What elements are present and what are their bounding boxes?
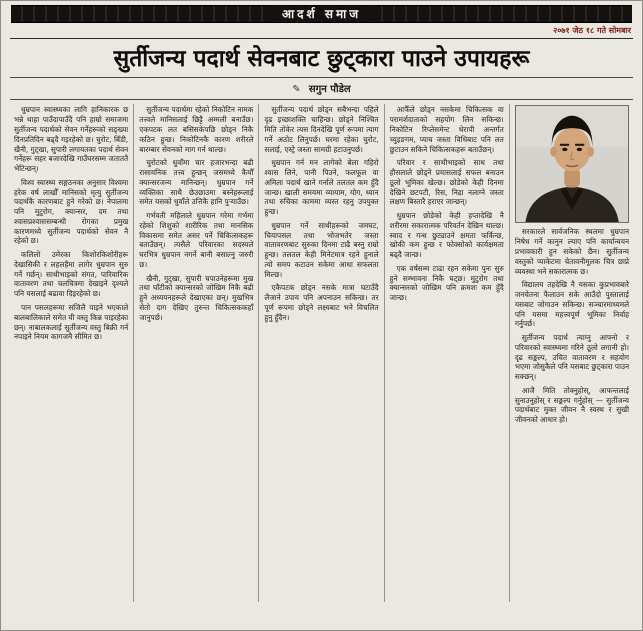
author-name: सगुन पौडेल [308,84,351,96]
paragraph: आजै मिति तोक्नुहोस्, आफन्तलाई सुनाउनुहोस् र सङ्कल्प गर्नुहोस् — सुर्तीजन्य पदार्थबाट मुक्त जीवन नै स्वस्थ र सुखी जीवनको आधार हो। [514,385,630,425]
paragraph: विश्व स्वास्थ्य सङ्गठनका अनुसार विश्वमा हरेक वर्ष लाखौँ मानिसको मृत्यु सुर्तीजन्य पदार्थकै कारणबाट हुने गरेको छ। नेपालमा पनि मुटुरोग, क्यान्सर, दम तथा श्वासप्रश्वाससम्बन्धी रोगका प्रमुख कारणमध्ये सुर्तीजन्य पदार्थको सेवन नै रहेको छ। [14,177,129,246]
paragraph: चुरोटको धुवाँमा चार हजारभन्दा बढी रासायनिक तत्त्व हुन्छन् जसमध्ये कैयौँ क्यान्सरजन्य मानिन्छन्। धुम्रपान गर्ने व्यक्तिका साथै छेउछाउमा बस्नेहरूलाई समेत यसको धुवाँले उत्तिकै हानि पुर्‍याउँछ। [139,158,254,207]
newspaper-title: आदर्श समाज [268,7,375,21]
article-columns [9,104,634,602]
paragraph: विद्यालय तहदेखि नै यसका कुप्रभावबारे जनचेतना फैलाउन सके आउँदो पुस्तालाई यसबाट जोगाउन सकिन्छ। सञ्चारमाध्यमले पनि यसमा महत्त्वपूर्ण भूमिका निर्वाह गर्नुपर्छ। [514,280,630,329]
paragraph: धुम्रपान छोडेको केही हप्तादेखि नै शरीरमा सकारात्मक परिवर्तन देखिन थाल्छ। स्वाद र गन्ध छुट्याउने क्षमता फर्किन्छ, खोकी कम हुन्छ र फोक्सोको कार्यक्षमता बढ्दै जान्छ। [389,211,504,260]
portrait-illustration [516,106,628,222]
publication-date: २०७१ जेठ १८ गते सोमबार [553,26,631,35]
text-column-4 [384,104,509,602]
text-column-3 [258,104,383,602]
paragraph: खैनी, गुट्खा, सुपारी चपाउनेहरूमा मुख तथा घाँटीको क्यान्सरको जोखिम निकै बढी हुने अध्ययनहरूले देखाएका छन्। मुखभित्र सेतो दाग देखिए तुरुन्त चिकित्सककहाँ जानुपर्छ। [139,273,254,322]
paragraph: गर्भवती महिलाले धुम्रपान गरेमा गर्भमा रहेको शिशुको शारीरिक तथा मानसिक विकासमा समेत असर पर्ने चिकित्सकहरू बताउँछन्। त्यसैले परिवारका सदस्यले घरभित्र धुम्रपान नगर्ने बानी बसाल्नु जरुरी छ। [139,211,254,269]
paragraph: एकैपटक छोड्न नसके मात्रा घटाउँदै लैजाने उपाय पनि अपनाउन सकिन्छ। तर पूर्ण रूपमा छोड्ने लक्ष्यबाट भने विचलित हुनु हुँदैन। [264,283,379,322]
text-column-2 [133,104,258,602]
paragraph: धुम्रपान गर्न मन लागेको बेला गहिरो श्वास लिने, पानी पिउने, फलफूल वा अमिला पदार्थ खाने गर्नाले तलतल कम हुँदै जान्छ। खाली समयमा व्यायाम, योग, ध्यान तथा रुचिका काममा व्यस्त रहनु उपयुक्त हुन्छ। [264,158,379,217]
pen-icon: ✎ [292,84,301,96]
paragraph: सुर्तीजन्य पदार्थमा रहेको निकोटिन नामक तत्त्वले मानिसलाई छिट्टै अम्मली बनाउँछ। एकपटक लत बसिसकेपछि छोड्न निकै कठिन हुन्छ। निकोटिनकै कारण शरीरले बारम्बार सेवनको माग गर्न थाल्छ। [139,105,254,154]
byline [9,78,634,99]
masthead-band [11,5,632,23]
paragraph: पान पसलहरूमा सजिलै पाइने भएकाले बालबालिकाले समेत यी वस्तु किन्न पाइरहेका छन्। नाबालकलाई सुर्तीजन्य वस्तु बिक्री गर्न नपाइने नियम कागजमै सीमित छ। [14,302,129,342]
paragraph: धुम्रपान स्वास्थ्यका लागि हानिकारक छ भन्ने थाहा पाउँदापाउँदै पनि हाम्रो समाजमा सुर्तीजन्य पदार्थको सेवन गर्नेहरूको सङ्ख्या दिनप्रतिदिन बढ्दै गइरहेको छ। चुरोट, बिँडी, खैनी, गुट्खा, सुपारी लगायतका पदार्थ सेवन गर्नेहरू सहर बजारदेखि गाउँघरसम्म जताततै भेटिन्छन्। [14,105,129,174]
text-column-5 [509,104,634,602]
paragraph: सरकारले सार्वजनिक स्थलमा धुम्रपान निषेध गर्ने कानुन ल्याए पनि कार्यान्वयन प्रभावकारी हुन सकेको छैन। सुर्तीजन्य वस्तुको प्याकेटमा चेतावनीमूलक चित्र छाप्ने व्यवस्था भने सकारात्मक छ। [514,227,630,276]
text-column-5-body [515,227,629,425]
paragraph: धुम्रपान गर्ने साथीहरूको जमघट, चियापसल तथा भोजभतेर जस्ता वातावरणबाट सुरुका दिनमा टाढै बस्नु राम्रो हुन्छ। तलतल केही मिनेटमात्र रहने हुनाले त्यो समय कटाउन सकेमा आधा सफलता मिल्छ। [264,220,379,279]
author-photo [515,105,629,223]
text-column-1 [9,104,133,602]
paragraph: परिवार र साथीभाइको साथ तथा हौसलाले छोड्ने प्रयासलाई सफल बनाउन ठूलो भूमिका खेल्छ। छोडेको केही दिनमा देखिने छटपटी, रिस, निद्रा नलाग्ने जस्ता लक्षण बिस्तारै हराएर जान्छन्। [389,158,504,207]
article-headline: सुर्तीजन्य पदार्थ सेवनबाट छुट्कारा पाउने उपायहरू [113,46,530,72]
byline-rule [10,99,633,100]
paragraph: आफैँले छोड्न नसकेमा चिकित्सक वा परामर्शदाताको सहयोग लिन सकिन्छ। निकोटिन रिप्लेसमेन्ट थेरापी अन्तर्गत च्युइङगम, प्याच जस्ता विधिबाट पनि लत छुटाउन सकिने चिकित्सकहरू बताउँछन्। [389,105,504,154]
paragraph: सुर्तीजन्य पदार्थ त्याग्नु आफ्नो र परिवारको स्वास्थ्यमा गरिने ठूलो लगानी हो। दृढ सङ्कल्प, उचित वातावरण र सहयोग भएमा जोसुकैले पनि यसबाट छुट्कारा पाउन सक्छन्। [514,333,630,382]
paragraph: सुर्तीजन्य पदार्थ छोड्न सबैभन्दा पहिले दृढ इच्छाशक्ति चाहिन्छ। छोड्ने निश्चित मिति तोकेर त्यस दिनदेखि पूर्ण रूपमा त्याग गर्ने अठोट लिनुपर्छ। घरमा रहेका चुरोट, सलाई, एस्ट्रे जस्ता सामग्री हटाउनुपर्छ। [264,105,379,154]
paragraph: कलिलो उमेरका किशोरकिशोरीहरू देखासिकी र लहलहैमा लागेर धुम्रपान सुरु गर्ने गर्छन्। साथीभाइको संगत, पारिवारिक वातावरण तथा चलचित्रमा देखाइने दृश्यले पनि यसलाई बढावा दिइरहेको छ। [14,250,129,299]
paragraph: एक वर्षसम्म टाढा रहन सकेमा पुनः सुरु हुने सम्भावना निकै घट्छ। मुटुरोग तथा क्यान्सरको जोखिम पनि क्रमशः कम हुँदै जान्छ। [389,263,504,303]
headline-box [9,39,634,77]
